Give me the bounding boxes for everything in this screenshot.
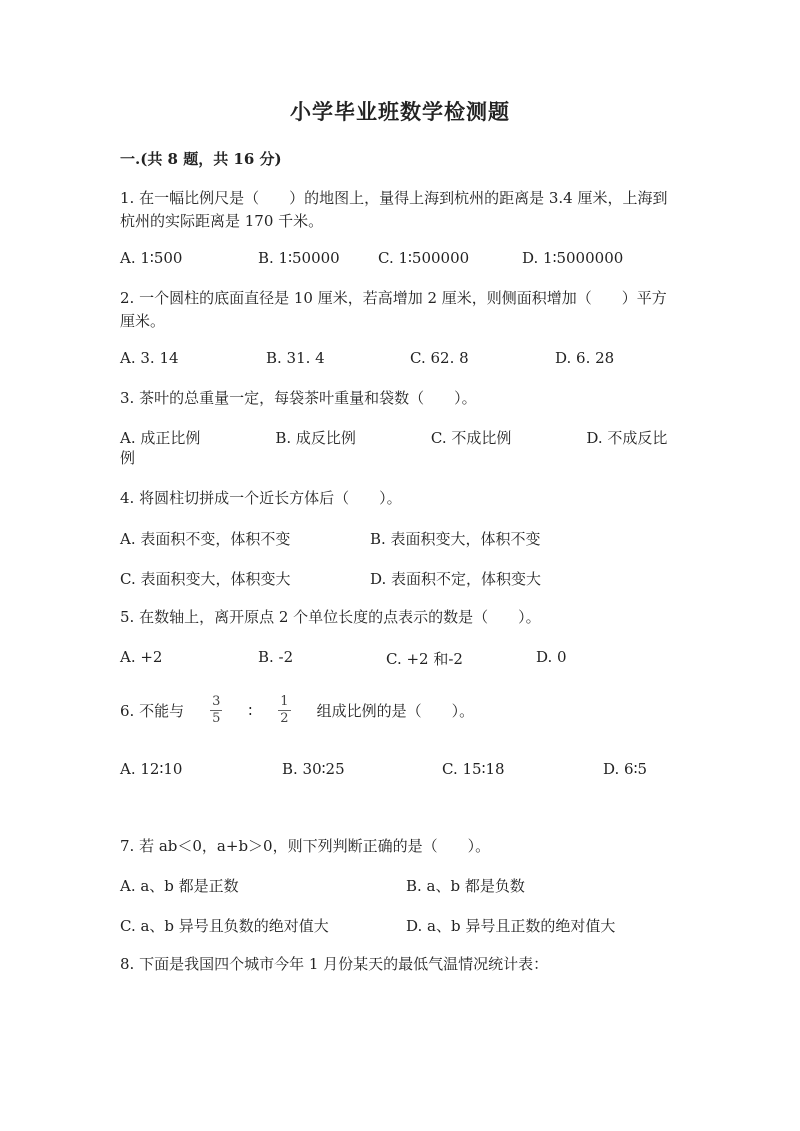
q1-option-c[interactable]: C. 1∶500000 xyxy=(378,249,470,267)
q4-option-d[interactable]: D. 表面积不定，体积变大 xyxy=(370,570,542,588)
question-1: 1. 在一幅比例尺是（ ）的地图上，量得上海到杭州的距离是 3.4 厘米，上海到杭州的实际距离是 170 千米。 xyxy=(120,189,668,230)
section-heading: 一.(共 8 题，共 16 分) xyxy=(120,150,282,168)
q6-option-b[interactable]: B. 30∶25 xyxy=(282,760,345,778)
q2-option-b[interactable]: B. 31. 4 xyxy=(266,349,325,367)
q6-option-a[interactable]: A. 12∶10 xyxy=(120,760,183,778)
q4-option-a[interactable]: A. 表面积不变，体积不变 xyxy=(120,530,291,548)
q2-option-a[interactable]: A. 3. 14 xyxy=(120,349,179,367)
fraction-numerator: 3 xyxy=(212,694,221,709)
question-3: 3. 茶叶的总重量一定，每袋茶叶重量和袋数（ ）。 xyxy=(120,389,477,407)
fraction-one-half xyxy=(278,694,290,727)
q7-option-c[interactable]: C. a、b 异号且负数的绝对值大 xyxy=(120,917,329,935)
question-5: 5. 在数轴上，离开原点 2 个单位长度的点表示的数是（ ）。 xyxy=(120,608,541,626)
q5-option-c[interactable]: C. +2 和-2 xyxy=(386,650,463,668)
fraction-three-fifths xyxy=(210,694,222,727)
q5-option-b[interactable]: B. -2 xyxy=(258,648,294,666)
question-8: 8. 下面是我国四个城市今年 1 月份某天的最低气温情况统计表： xyxy=(120,955,549,973)
fraction-numerator: 1 xyxy=(280,694,289,709)
question-4: 4. 将圆柱切拼成一个近长方体后（ ）。 xyxy=(120,489,402,507)
q3-options[interactable]: A. 成正比例 B. 成反比例 C. 不成比例 D. 不成反比例 xyxy=(120,429,668,467)
q6-option-c[interactable]: C. 15∶18 xyxy=(442,760,505,778)
q7-option-b[interactable]: B. a、b 都是负数 xyxy=(406,877,525,895)
q5-option-d[interactable]: D. 0 xyxy=(536,648,567,666)
q5-option-a[interactable]: A. +2 xyxy=(120,648,163,666)
q6-suffix: 组成比例的是（ ）。 xyxy=(316,702,475,720)
q4-option-b[interactable]: B. 表面积变大，体积不变 xyxy=(370,530,541,548)
fraction-denominator: 5 xyxy=(212,711,221,726)
q1-option-b[interactable]: B. 1∶50000 xyxy=(258,249,340,267)
question-6 xyxy=(120,694,474,727)
question-2: 2. 一个圆柱的底面直径是 10 厘米，若高增加 2 厘米，则侧面积增加（ ）平方厘米。 xyxy=(120,289,667,330)
fraction-denominator: 2 xyxy=(280,711,289,726)
q1-option-d[interactable]: D. 1∶5000000 xyxy=(522,249,624,267)
ratio-colon: ∶ xyxy=(248,701,253,720)
q2-option-d[interactable]: D. 6. 28 xyxy=(555,349,615,367)
q6-prefix: 6. 不能与 xyxy=(120,702,185,720)
page-title: 小学毕业班数学检测题 xyxy=(290,99,510,124)
q1-option-a[interactable]: A. 1∶500 xyxy=(120,249,183,267)
q2-option-c[interactable]: C. 62. 8 xyxy=(410,349,469,367)
q4-option-c[interactable]: C. 表面积变大，体积变大 xyxy=(120,570,291,588)
q7-option-a[interactable]: A. a、b 都是正数 xyxy=(120,877,239,895)
q6-option-d[interactable]: D. 6∶5 xyxy=(603,760,648,778)
q7-option-d[interactable]: D. a、b 异号且正数的绝对值大 xyxy=(406,917,616,935)
question-7: 7. 若 ab＜0，a+b＞0，则下列判断正确的是（ ）。 xyxy=(120,837,491,855)
